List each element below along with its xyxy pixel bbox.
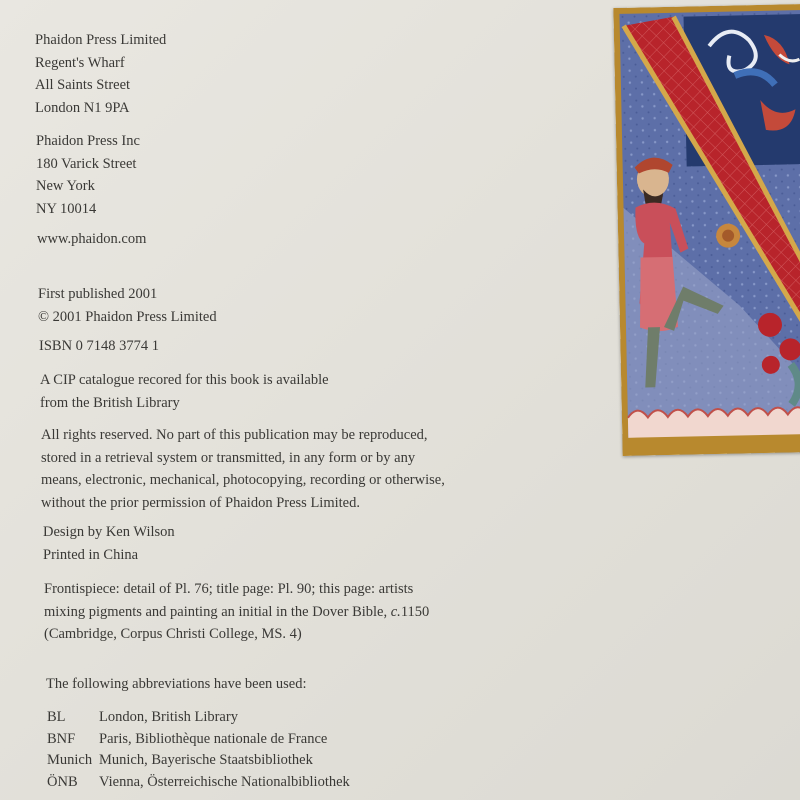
- abbreviation-meaning: London, British Library: [99, 709, 238, 725]
- abbreviation-item: [47, 729, 350, 751]
- address-line: All Saints Street: [35, 77, 131, 93]
- frontispiece-caption: [44, 578, 429, 646]
- address-line: Phaidon Press Limited: [35, 32, 167, 48]
- abbreviation-item: [47, 707, 350, 729]
- rights-notice: [41, 424, 445, 514]
- website-text: www.phaidon.com: [37, 231, 147, 247]
- cip-line: A CIP catalogue recored for this book is available: [40, 372, 329, 388]
- rights-line: means, electronic, mechanical, photocopying, recording or otherwise,: [41, 472, 445, 488]
- credits: [43, 521, 175, 566]
- address-line: Phaidon Press Inc: [36, 133, 140, 149]
- design-credit: Design by Ken Wilson: [43, 524, 175, 540]
- copyright-line: © 2001 Phaidon Press Limited: [38, 308, 217, 325]
- abbreviation-code: BL: [47, 709, 66, 725]
- caption-line: (Cambridge, Corpus Christi College, MS. 4): [44, 626, 302, 642]
- isbn-text: ISBN 0 7148 3774 1: [39, 338, 160, 354]
- caption-line: Frontispiece: detail of Pl. 76; title page: Pl. 90; this page: artists: [44, 581, 414, 597]
- illuminated-initial-image: [613, 4, 800, 456]
- rights-line: without the prior permission of Phaidon Press Limited.: [41, 494, 360, 511]
- abbreviation-item: [47, 750, 350, 772]
- isbn: [39, 335, 159, 358]
- abbreviation-item: [47, 772, 350, 794]
- address-line: New York: [36, 178, 95, 194]
- cip-line: from the British Library: [40, 394, 180, 411]
- printed-in: Printed in China: [43, 546, 139, 563]
- publisher-uk-address: [35, 29, 166, 119]
- rights-line: All rights reserved. No part of this publication may be reproduced,: [41, 427, 428, 443]
- caption-line: mixing pigments and painting an initial in the Dover Bible, c.1150: [44, 603, 430, 620]
- abbreviations-heading: [46, 673, 307, 696]
- address-line: NY 10014: [36, 200, 97, 217]
- publication-info: [38, 283, 217, 328]
- abbreviation-meaning: Munich, Bayerische Staatsbibliothek: [99, 752, 313, 768]
- abbreviation-code: Munich: [47, 752, 93, 768]
- address-line: London N1 9PA: [35, 99, 130, 116]
- abbreviations-list: [47, 707, 350, 793]
- first-published: First published 2001: [38, 286, 158, 302]
- publisher-us-address: [36, 130, 140, 220]
- abbreviation-meaning: Paris, Bibliothèque nationale de France: [99, 730, 328, 747]
- abbreviations-heading-text: The following abbreviations have been used:: [46, 676, 307, 692]
- abbreviation-code: ÖNB: [47, 773, 78, 790]
- address-line: 180 Varick Street: [36, 155, 137, 172]
- website-url: [37, 228, 146, 251]
- cip-notice: [40, 369, 329, 414]
- abbreviation-meaning: Vienna, Österreichische Nationalbibliothek: [99, 773, 350, 790]
- rights-line: stored in a retrieval system or transmitted, in any form or by any: [41, 449, 416, 466]
- abbreviation-code: BNF: [47, 730, 76, 747]
- address-line: Regent's Wharf: [35, 54, 125, 71]
